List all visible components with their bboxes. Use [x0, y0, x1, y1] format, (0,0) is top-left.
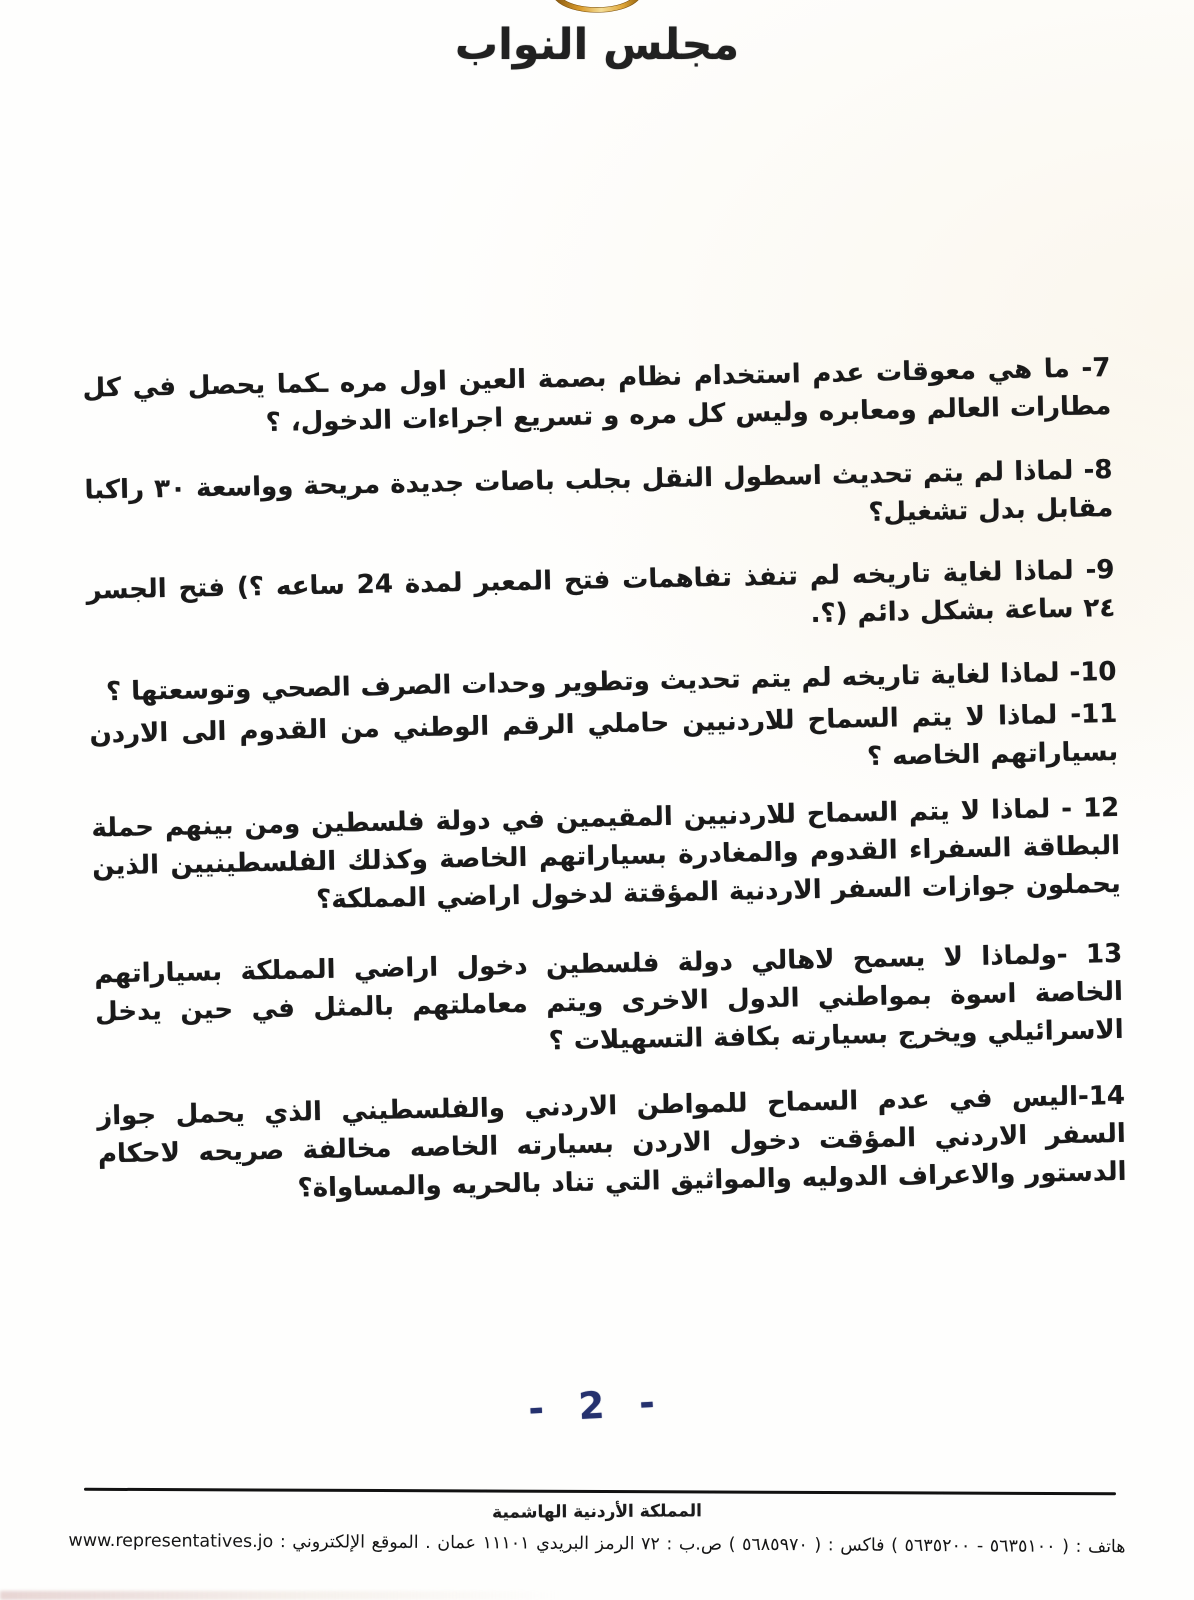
question-item-14: 14-اليس في عدم السماح للمواطن الاردني والفلسطيني الذي يحمل جواز السفر الاردني المؤقت دخول الاردن بسيارته الخاصه مخالفة صريحه لاحكام الدستور والاعراف الدوليه والمواثيق التي تناد بالحريه والمساواة؟: [96, 1080, 1127, 1204]
footer: [0, 1478, 1194, 1600]
question-item-8: 8- لماذا لم يتم تحديث اسطول النقل بجلب باصات جديدة مريحة وواسعة ٣٠ راكبا مقابل بدل تشغيل؟: [84, 454, 1114, 528]
question-item-12: 12 - لماذا لا يتم السماح للاردنيين المقيمين في دولة فلسطين ومن بينهم حملة البطاقة السفراء القدوم والمغادرة بسياراتهم الخاصة وكذلك الفلسطينيين الذين يحملون جوازات السفر الاردنية المؤقتة لدخول اراضي المملكة؟: [91, 792, 1122, 916]
question-item-11: 11- لماذا لا يتم السماح للاردنيين حاملي الرقم الوطني من القدوم الى الاردن بسياراتهم الخاصه ؟: [89, 698, 1119, 772]
question-item-9: 9- لماذا لغاية تاريخه لم تنفذ تفاهمات فتح المعبر لمدة 24 ساعه ؟) فتح الجسر ٢٤ ساعة بشكل دائم (؟.: [86, 554, 1116, 630]
footer-divider: [84, 1488, 1116, 1496]
question-item-7: 7- ما هي معوقات عدم استخدام نظام بصمة العين اول مره ـكما يحصل في كل مطارات العالم ومعابره وليس كل مره و تسريع اجراءات الدخول، ؟: [82, 352, 1112, 438]
footer-contact-line: هاتف : ( ٥٦٣٥١٠٠ - ٥٦٣٥٢٠٠ ) فاكس : ( ٥٦٨٥٩٧٠ ) ص.ب : ٧٢ الرمز البريدي ١١١٠١ عمان . الموقع الإلكتروني : www.representatives.jo: [68, 1530, 1126, 1558]
scan-artifact: [0, 1591, 560, 1600]
kingdom-calligraphy: المملكة الأردنية الهاشمية: [492, 1501, 702, 1523]
header: [0, 0, 1194, 70]
handwritten-page-number: - 2 -: [527, 1380, 667, 1431]
crown-emblem-icon: [549, 0, 645, 16]
question-item-10: 10- لماذا لغاية تاريخه لم يتم تحديث وتطوير وحدات الصرف الصحي وتوسعتها ؟: [105, 656, 1117, 708]
parliament-logo-calligraphy: مجلس النواب: [454, 20, 740, 70]
questions-list: [82, 349, 1127, 1211]
question-item-13: 13 -ولماذا لا يسمح لاهالي دولة فلسطين دخول اراضي المملكة بسياراتهم الخاصة اسوة بمواطني الدول الاخرى ويتم معاملتهم بالمثل في حين يدخل الاسرائيلي ويخرج بسيارته بكافة التسهيلات ؟: [94, 938, 1124, 1057]
